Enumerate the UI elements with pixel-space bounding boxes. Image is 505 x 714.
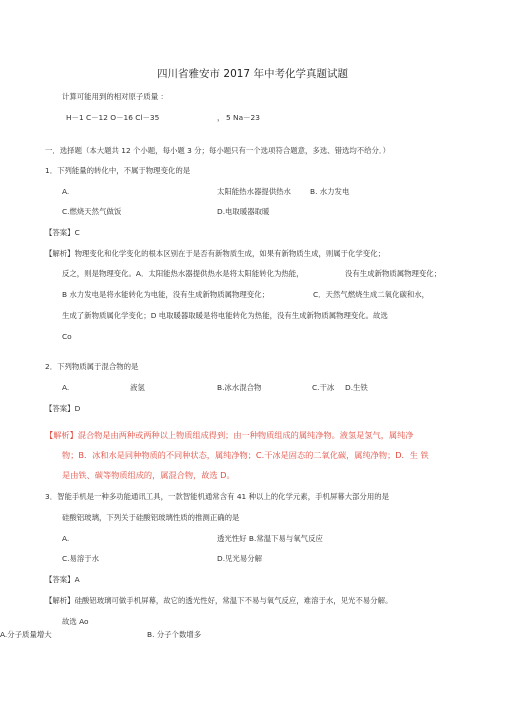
q2-option-d: D.生铁 [345, 383, 368, 392]
q3-stem-line-2: 硅酸铝玻璃，下列关于硅酸铝玻璃性质的推测正确的是 [62, 513, 240, 522]
q2-analysis-line-2: 物；B．冰和水是同种物质的不同种状态，属纯净物；C.干冰是固态的二氧化碳，属纯净物；D．生 铁 [62, 450, 429, 460]
q2-option-c: C.干冰 [312, 383, 335, 392]
atomic-mass-left: H－1 C－12 O－16 Cl－35 [66, 113, 160, 122]
q1-analysis-line-1: 【解析】物理变化和化学变化的根本区别在于是否有新物质生成，如果有新物质生成，则属于化学变化； [45, 249, 385, 258]
atomic-mass-right: 5 Na－23 [226, 113, 260, 122]
q1-analysis-line-3a: B 水力发电是将水能转化为电能，没有生成新物质属物理变化； [62, 290, 269, 299]
q3-analysis-line-2: 故选 Ao [62, 617, 89, 626]
q3-analysis-line-1: 【解析】硅酸铝玻璃可做手机屏幕，故它的透光性好，常温下不易与氧气反应，难溶于水，见光不易分解。 [45, 596, 393, 605]
q3-option-d: D.见光易分解 [217, 554, 262, 563]
q2-analysis-line-3: 是由铁、碳等物质组成的，属混合物，故选 D。 [62, 470, 235, 480]
q1-analysis-line-3b: C．天然气燃烧生成二氧化碳和水， [313, 290, 430, 299]
section-header: 一．选择题（本大题共 12 个小题，每小题 3 分；每小题只有一个选项符合题意，多选、错选均不给分．） [45, 146, 390, 155]
page-title: 四川省雅安市 2017 年中考化学真题试题 [157, 68, 348, 80]
q2-stem: 2．下列物质属于混合物的是 [45, 362, 139, 371]
q3-option-a-letter: A. [62, 534, 70, 543]
q1-analysis-line-2b: 没有生成新物质属物理变化； [345, 269, 442, 278]
q3-stem-line-1: 3．智能手机是一种多功能通讯工具，一款智能机通常含有 41 种以上的化学元素，手机屏幕大部分用的是 [45, 492, 389, 501]
q2-option-b: B.冰水混合物 [217, 383, 262, 392]
q1-stem: 1．下列能量的转化中，不属于物理变化的是 [45, 166, 191, 175]
q4-option-a: A.分子质量增大 [0, 630, 52, 639]
atomic-mass-sep: ， [217, 113, 225, 122]
q1-option-d: D.电取暖器取暖 [217, 207, 270, 216]
q2-answer: 【答案】D [45, 404, 81, 413]
q2-option-a-text: 液氢 [130, 383, 145, 392]
q1-option-b: B. 水力发电 [310, 187, 350, 196]
q3-option-c: C.易溶于水 [62, 554, 100, 563]
q1-analysis-line-2a: 反之，则是物理变化。A．太阳能热水器提供热水是将太阳能转化为热能， [62, 269, 304, 278]
q2-analysis-line-1: 【解析】混合物是由两种或两种以上物质组成得到；由一种物质组成的属纯净物。液氢是氢气，属纯净 [45, 430, 414, 440]
q2-option-a-letter: A. [62, 383, 70, 392]
q3-answer: 【答案】A [45, 575, 80, 584]
q1-answer: 【答案】C [45, 228, 80, 237]
q1-analysis-line-4: 生成了新物质属化学变化；D 电取暖器取暖是将电能转化为热能，没有生成新物质属物理变化。故选 [62, 311, 388, 320]
q3-option-a-b: 透光性好 B.常温下易与氧气反应 [217, 534, 323, 543]
q1-analysis-line-5: Co [62, 332, 72, 341]
atomic-mass-label: 计算可能用到的相对原子质量 ： [62, 92, 168, 101]
q1-option-c: C.燃烧天然气做饭 [62, 207, 122, 216]
q1-option-a-letter: A. [62, 187, 70, 196]
q1-option-a-text: 太阳能热水器提供热水 [217, 187, 291, 196]
q4-option-b: B. 分子个数增多 [147, 630, 202, 639]
